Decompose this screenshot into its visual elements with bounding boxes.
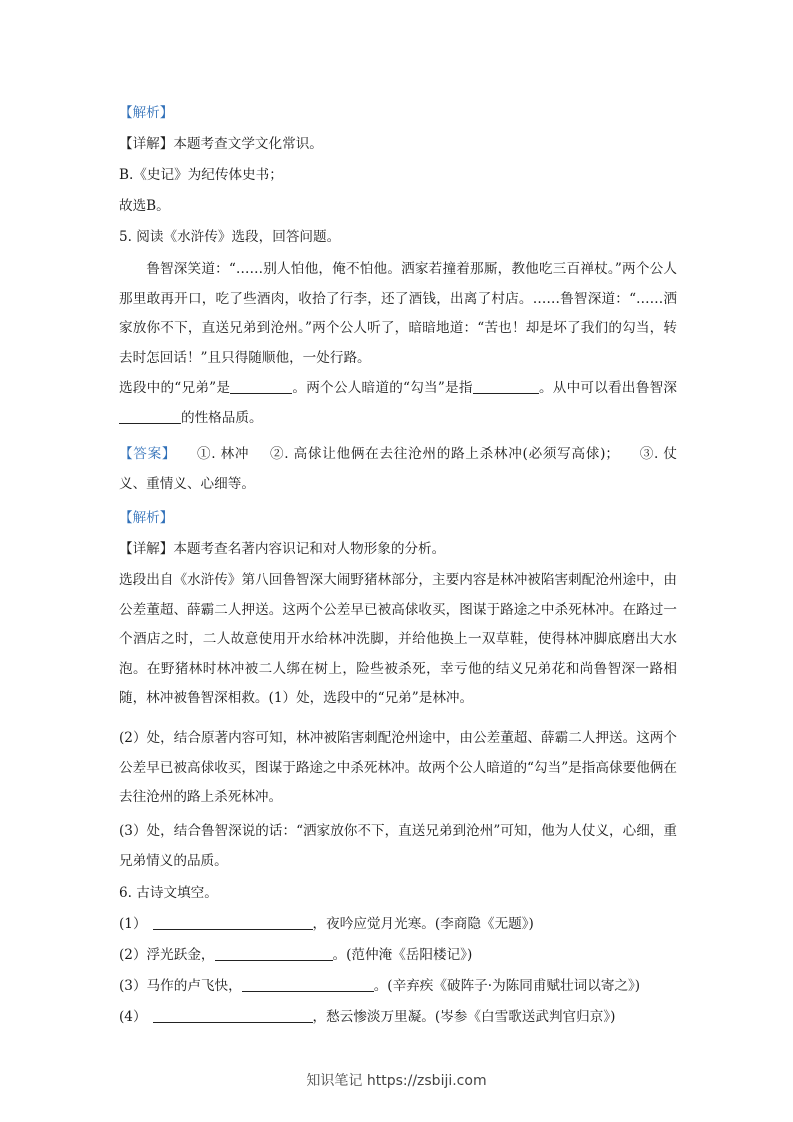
answer-3: ③. 仗义、重情义、心细等。 [119,446,677,492]
question-text: 。从中可以看出鲁智深 [538,380,677,396]
answer-blank[interactable] [230,379,292,394]
item-number: (4） [119,1009,147,1025]
detail-tag: 【详解】 [119,541,174,557]
answer-1: ①. 林冲 [196,446,250,462]
item-text: ，愁云惨淡万里凝。(岑参《白雪歌送武判官归京》) [312,1009,616,1025]
answer-blank[interactable] [119,409,181,424]
question-stem: 5. 阅读《水浒传》选段，回答问题。 [119,229,341,245]
item-text: 马作的卢飞快， [146,978,242,994]
answer-blank[interactable] [215,946,333,961]
item-number: (2） [119,947,147,963]
detail-paragraph: 选段出自《水浒传》第八回鲁智深大闹野猪林部分，主要内容是林冲被陷害刺配沧州途中，由公差董超、薛霸二人押送。这两个公差早已被高俅收买，图谋于路途之中杀死林冲。在路过一个酒店之时，二人故意使用开水给林冲洗脚，并给他换上一双草鞋，使得林冲脚底磨出大水泡。在野猪林时林冲被二人绑在树上，险些被杀死，幸亏他的结义兄弟花和尚鲁智深一路相随，林冲被鲁智深相救。(1）处，选段中的“兄弟”是林冲。 [119,572,677,706]
item-number: (3） [119,978,147,994]
poem-item [119,1007,615,1027]
detail-text: 本题考查文学文化常识。 [173,136,323,152]
item-number: (1） [119,916,147,932]
detail-line [119,539,445,559]
analysis-tag: 【解析】 [119,105,174,121]
question-text: 的性格品质。 [181,409,263,426]
answer-block [119,440,677,499]
footer-watermark: 知识笔记 https://zsbiji.com [306,1073,487,1089]
detail-paragraph: (2）处，结合原著内容可知，林冲被陷害刺配沧州途中，由公差董超、薛霸二人押送。这两个公差早已被高俅收买，图谋于路途之中杀死林冲。故两个公人暗道的“勾当”是指高俅要他俩在去往沧州的路上杀死林冲。 [119,730,677,805]
answer-tag: 【答案】 [119,446,177,462]
detail-paragraph: (3）处，结合鲁智深说的话：“洒家放你不下，直送兄弟到沧州”可知，他为人仗义，心细，重兄弟情义的品质。 [119,823,678,869]
answer-blank[interactable] [153,1008,313,1023]
poem-item [119,914,534,934]
answer-blank[interactable] [473,379,539,394]
item-text: 浮光跃金， [146,947,215,963]
poem-item [119,945,472,965]
choice-line: 故选B。 [119,198,170,214]
question-text: 。两个公人暗道的“勾当”是指 [292,380,473,396]
detail-line [119,134,323,154]
item-text: 。(范仲淹《岳阳楼记》) [332,947,473,963]
explanation-line: B.《史记》为纪传体史书； [119,167,283,183]
analysis-tag: 【解析】 [119,510,174,526]
question-text: 选段中的“兄弟”是 [119,380,231,396]
detail-tag: 【详解】 [119,136,174,152]
poem-item [119,976,640,996]
question-stem: 6. 古诗文填空。 [119,885,218,901]
answer-blank[interactable] [242,977,374,992]
answer-2: ②. 高俅让他俩在去往沧州的路上杀林冲(必须写高俅)； [269,446,620,462]
reading-passage: 鲁智深笑道：“……别人怕他，俺不怕他。洒家若撞着那厮，教他吃三百禅杖。”两个公人那里敢再开口，吃了些酒肉，收拾了行李，还了酒钱，出离了村店。……鲁智深道：“……洒家放你不下，直送兄弟到沧州。”两个公人听了，暗暗地道：“苦也！却是坏了我们的勾当，转去时怎回话！”且只得随顺他，一处行路。 [119,261,677,366]
item-text: ，夜吟应觉月光寒。(李商隐《无题》) [312,916,534,932]
item-text: 。(辛弃疾《破阵子·为陈同甫赋壮词以寄之》) [373,978,641,994]
fill-question [119,374,677,433]
detail-text: 本题考查名著内容识记和对人物形象的分析。 [173,541,446,557]
answer-blank[interactable] [153,915,313,930]
